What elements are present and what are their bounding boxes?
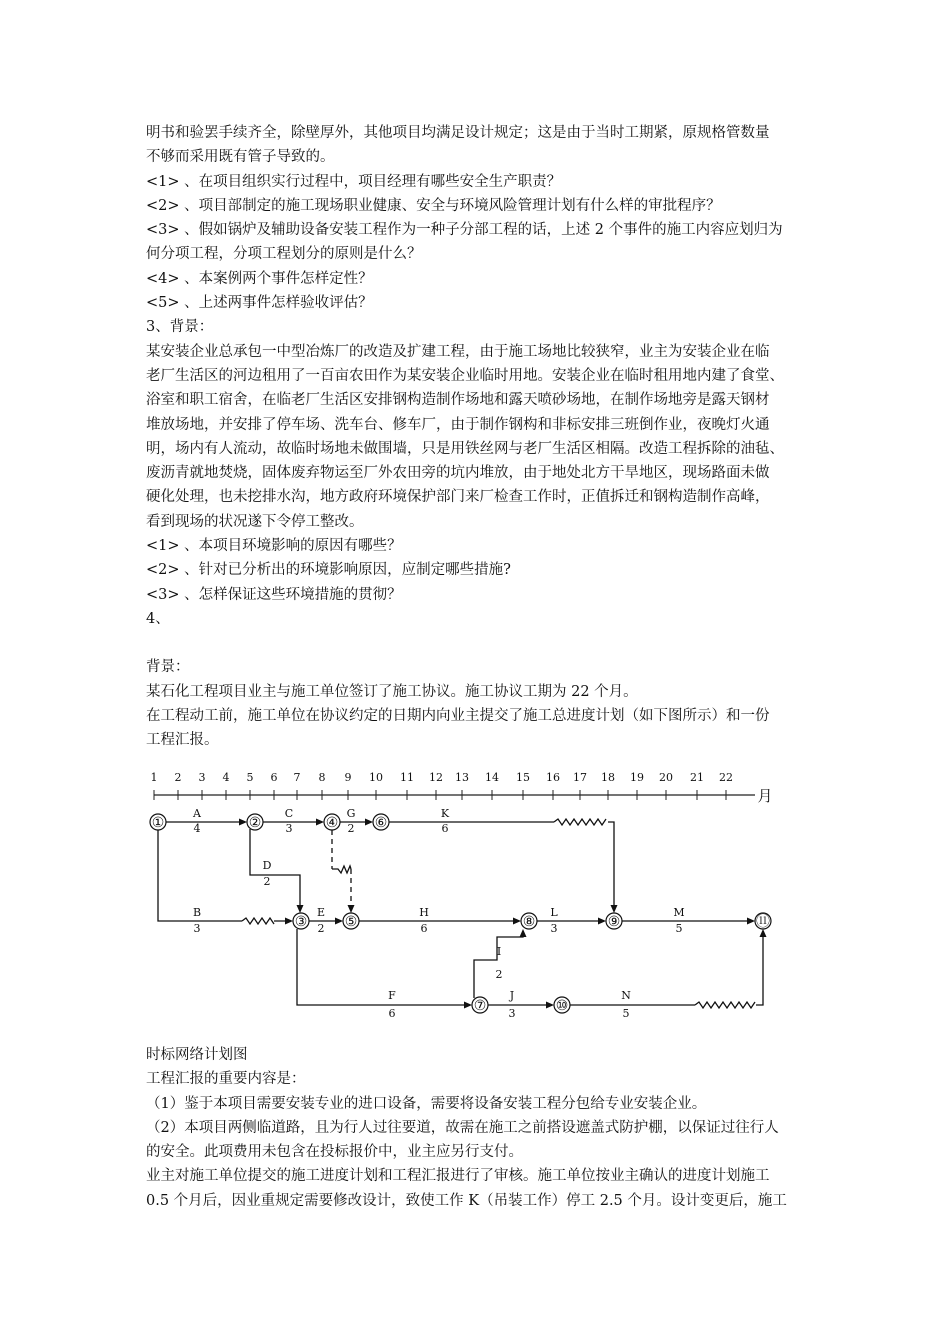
arrow-head	[316, 819, 324, 826]
arrow-head	[464, 1002, 472, 1009]
axis-tick-label: 2	[174, 771, 182, 784]
activity-label: L	[550, 906, 558, 919]
activity-label: M	[673, 906, 685, 919]
axis-tick-label: 8	[318, 771, 326, 784]
axis-tick-label: 7	[293, 771, 301, 784]
activity-label: D	[262, 859, 272, 872]
event-node-label: ⑧	[522, 914, 536, 930]
event-node-label: ④	[325, 815, 339, 831]
activity-label: C	[284, 807, 294, 820]
activity-duration: 6	[420, 922, 428, 935]
activity-label: B	[192, 906, 202, 919]
activity-duration: 3	[550, 922, 558, 935]
activity-label: K	[440, 807, 450, 820]
text-line: 何分项工程，分项工程划分的原则是什么？	[146, 246, 422, 263]
question-line: <5> 、上述两事件怎样验收评估？	[146, 295, 373, 312]
axis-tick-label: 6	[270, 771, 278, 784]
free-float-wave	[554, 819, 606, 825]
activity-label: N	[621, 989, 631, 1002]
activity-arrow	[756, 931, 763, 1005]
event-node-label: ⑪	[756, 914, 770, 930]
axis-tick-label: 16	[546, 771, 560, 784]
axis-tick-label: 9	[344, 771, 352, 784]
activity-label: E	[316, 906, 326, 919]
activity-label: J	[509, 989, 515, 1002]
text-line: 明书和验罢手续齐全，除壁厚外，其他项目均满足设计规定；这是由于当时工期紧，原规格管数量	[146, 125, 770, 141]
activity-duration: 3	[508, 1007, 516, 1020]
section-heading: 3、背景：	[146, 319, 214, 336]
activity-arrow	[474, 931, 523, 998]
text-line: 看到现场的状况遂下令停工整改。	[146, 513, 364, 530]
axis-tick-label: 4	[222, 771, 230, 784]
activity-duration: 2	[347, 822, 355, 835]
text-line: 工程汇报的重要内容是：	[146, 1071, 306, 1088]
document-body	[146, 121, 816, 752]
text-line: 0.5 个月后，因业重规定需要修改设计，致使工作 K（吊装工作）停工 2.5 个月。设计变更后，施工	[146, 1192, 787, 1209]
question-line: <3> 、怎样保证这些环境措施的贯彻？	[146, 586, 402, 603]
activity-label: I	[496, 945, 502, 958]
axis-tick-label: 10	[369, 771, 383, 784]
question-line: <1> 、在项目组织实行过程中，项目经理有哪些安全生产职责？	[146, 173, 562, 190]
event-node-label: ③	[294, 914, 308, 930]
text-line: （2）本项目两侧临道路，且为行人过往要道，故需在施工之前搭设遮盖式防护棚，以保证过往行人	[146, 1119, 779, 1136]
axis-tick-label: 12	[429, 771, 443, 784]
text-line: 某石化工程项目业主与施工单位签订了施工协议。施工协议工期为 22 个月。	[146, 683, 638, 700]
axis-unit-label: 月	[757, 787, 773, 805]
arrow-head	[513, 918, 521, 925]
arrow-head	[611, 905, 618, 913]
activity-label: F	[388, 989, 396, 1002]
text-line: 浴室和职工宿舍，在临老厂生活区安排钢构造制作场地和露天喷砂场地，在制作场地旁是露天钢材	[146, 392, 770, 409]
axis-tick-label: 15	[516, 771, 530, 784]
question-line: <3> 、假如锅炉及辅助设备安装工程作为一种子分部工程的话，上述 2 个事件的施工内容应划归为	[146, 222, 783, 239]
event-node-label: ②	[248, 815, 262, 831]
text-line: 在工程动工前，施工单位在协议约定的日期内向业主提交了施工总进度计划（如下图所示）和一份	[146, 707, 770, 724]
arrow-head	[297, 905, 304, 913]
text-line: 明，场内有人流动，故临时场地未做围墙，只是用铁丝网与老厂生活区相隔。改造工程拆除的油毡、	[146, 440, 784, 457]
axis-tick-label: 21	[690, 771, 704, 784]
activity-arrow	[608, 822, 614, 911]
dummy-wave	[332, 866, 351, 873]
question-line: <1> 、本项目环境影响的原因有哪些？	[146, 538, 402, 555]
text-line: 硬化处理，也未挖排水沟，地方政府环境保护部门来厂检查工作时，正值拆迁和钢构造制作高峰，	[146, 489, 770, 506]
activity-arrows	[158, 807, 767, 1020]
event-node-label: ⑩	[555, 998, 569, 1014]
event-node-label: ⑨	[607, 914, 621, 930]
chart-caption: 时标网络计划图	[146, 1047, 248, 1063]
axis-tick-label: 1	[150, 771, 158, 784]
arrow-head	[239, 819, 247, 826]
text-line: 某安装企业总承包一中型冶炼厂的改造及扩建工程，由于施工场地比较狭窄，业主为安装企业在临	[146, 343, 770, 360]
activity-duration: 6	[441, 822, 449, 835]
text-line: 工程汇报。	[146, 732, 219, 749]
activity-arrow	[250, 829, 300, 911]
event-node-label: ⑤	[344, 914, 358, 930]
text-line: 业主对施工单位提交的施工进度计划和工程汇报进行了审核。施工单位按业主确认的进度计划施工	[146, 1168, 770, 1185]
arrow-head	[760, 929, 767, 937]
event-node-label: ⑥	[374, 815, 388, 831]
arrow-head	[747, 918, 755, 925]
time-axis	[151, 771, 773, 805]
arrow-head	[598, 918, 606, 925]
activity-label: H	[419, 906, 429, 919]
axis-tick-label: 5	[246, 771, 254, 784]
axis-tick-label: 11	[400, 771, 414, 784]
arrow-head	[348, 905, 355, 913]
free-float-wave	[695, 1002, 755, 1008]
text-line: 不够而采用既有管子导致的。	[146, 149, 335, 166]
arrow-head	[520, 929, 527, 937]
text-line: （1）鉴于本项目需要安装专业的进口设备，需要将设备安装工程分包给专业安装企业。	[146, 1095, 707, 1112]
axis-tick-label: 3	[198, 771, 206, 784]
axis-tick-label: 20	[659, 771, 673, 784]
question-line: <2> 、项目部制定的施工现场职业健康、安全与环境风险管理计划有什么样的审批程序？	[146, 197, 721, 214]
activity-duration: 3	[193, 922, 201, 935]
free-float-wave	[242, 918, 274, 924]
axis-tick-label: 18	[601, 771, 615, 784]
lower-text	[146, 1043, 816, 1213]
activity-duration: 6	[388, 1007, 396, 1020]
text-line: 废沥青就地焚烧，固体废弃物运至厂外农田旁的坑内堆放，由于地处北方干旱地区，现场路面未做	[146, 465, 770, 482]
activity-duration: 5	[622, 1007, 630, 1020]
activity-duration: 2	[263, 875, 271, 888]
activity-arrow	[297, 929, 470, 1005]
activity-duration: 5	[675, 922, 683, 935]
axis-tick-label: 22	[719, 771, 733, 784]
arrow-head	[335, 918, 343, 925]
text-line: 堆放场地，并安排了停车场、洗车台、修车厂，由于制作钢构和非标安排三班倒作业，夜晚灯火通	[146, 416, 770, 433]
background-heading: 背景：	[146, 659, 190, 676]
event-node-label: ⑦	[473, 998, 487, 1014]
text-line: 老厂生活区的河边租用了一百亩农田作为某安装企业临时用地。安装企业在临时租用地内建了食堂、	[146, 367, 784, 384]
activity-duration: 4	[193, 822, 201, 835]
activity-duration: 2	[317, 922, 325, 935]
event-node-label: ①	[151, 815, 165, 831]
question-line: <4> 、本案例两个事件怎样定性？	[146, 270, 373, 287]
activity-duration: 2	[495, 968, 503, 981]
activity-label: G	[346, 807, 356, 820]
axis-tick-label: 13	[455, 771, 469, 784]
axis-tick-label: 19	[630, 771, 644, 784]
section-heading: 4、	[146, 610, 170, 627]
text-line: 的安全。此项费用未包含在投标报价中，业主应另行支付。	[146, 1144, 523, 1161]
arrow-head	[285, 918, 293, 925]
arrow-head	[365, 819, 373, 826]
axis-tick-label: 14	[485, 771, 499, 784]
question-line: <2> 、针对已分析出的环境影响原因，应制定哪些措施?	[146, 562, 511, 579]
activity-label: A	[193, 807, 201, 820]
arrow-head	[546, 1002, 554, 1009]
axis-tick-label: 17	[573, 771, 587, 784]
activity-duration: 3	[285, 822, 293, 835]
